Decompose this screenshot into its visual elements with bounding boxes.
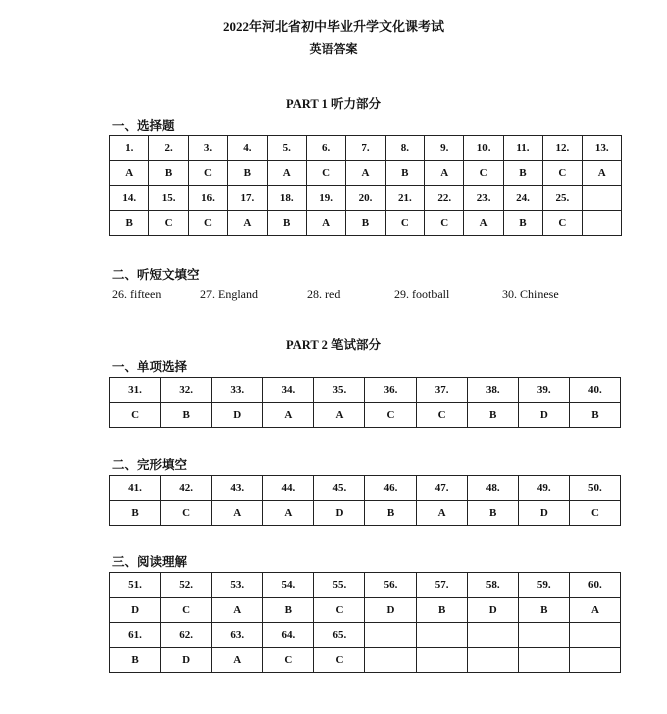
part2-title: PART 2 笔试部分 xyxy=(286,338,381,352)
answer-row xyxy=(110,598,621,623)
question-number-cell: 24. xyxy=(503,186,542,211)
answer-row xyxy=(110,161,622,186)
answer-cell: D xyxy=(314,501,365,526)
question-number-cell: 47. xyxy=(416,476,467,501)
answer-cell: B xyxy=(467,403,518,428)
answer-cell: B xyxy=(228,161,267,186)
question-number-cell: 9. xyxy=(425,136,464,161)
answer-cell: B xyxy=(467,501,518,526)
question-number-cell: 37. xyxy=(416,378,467,403)
answer-cell: A xyxy=(212,648,263,673)
answer-cell: A xyxy=(314,403,365,428)
answer-29: 29. football xyxy=(394,287,450,301)
question-number-cell: 48. xyxy=(467,476,518,501)
answer-cell: B xyxy=(518,598,569,623)
part1-title: PART 1 听力部分 xyxy=(286,97,381,111)
part2-section1-heading: 一、单项选择 xyxy=(112,360,188,374)
answer-cell: B xyxy=(267,211,306,236)
answer-cell: C xyxy=(149,211,188,236)
question-number-cell: 53. xyxy=(212,573,263,598)
answer-cell: D xyxy=(365,598,416,623)
answer-cell: C xyxy=(314,598,365,623)
question-number-cell xyxy=(365,623,416,648)
question-number-cell: 56. xyxy=(365,573,416,598)
question-number-cell: 3. xyxy=(188,136,227,161)
part1-section1-heading: 一、选择题 xyxy=(112,119,175,133)
answer-cell: C xyxy=(385,211,424,236)
question-number-row xyxy=(110,623,621,648)
answer-cell: C xyxy=(188,161,227,186)
question-number-row xyxy=(110,186,622,211)
answer-cell: D xyxy=(518,501,569,526)
question-number-cell: 43. xyxy=(212,476,263,501)
question-number-cell: 52. xyxy=(161,573,212,598)
answer-cell xyxy=(416,648,467,673)
question-number-cell: 42. xyxy=(161,476,212,501)
question-number-cell: 17. xyxy=(228,186,267,211)
question-number-cell: 45. xyxy=(314,476,365,501)
answer-row xyxy=(110,648,621,673)
answer-cell: D xyxy=(518,403,569,428)
answer-cell: D xyxy=(110,598,161,623)
document-subtitle: 英语答案 xyxy=(309,42,358,56)
question-number-cell: 14. xyxy=(110,186,149,211)
answer-cell: B xyxy=(365,501,416,526)
question-number-cell: 5. xyxy=(267,136,306,161)
answer-cell: B xyxy=(416,598,467,623)
single-choice-table xyxy=(109,377,621,428)
question-number-cell: 60. xyxy=(569,573,620,598)
answer-cell: A xyxy=(212,501,263,526)
answer-cell: C xyxy=(543,161,582,186)
question-number-cell: 64. xyxy=(263,623,314,648)
answer-cell: B xyxy=(503,211,542,236)
question-number-cell: 16. xyxy=(188,186,227,211)
answer-cell: B xyxy=(161,403,212,428)
answer-cell xyxy=(518,648,569,673)
answer-cell: C xyxy=(314,648,365,673)
question-number-cell: 41. xyxy=(110,476,161,501)
question-number-row xyxy=(110,378,621,403)
answer-cell: A xyxy=(267,161,306,186)
answer-cell: C xyxy=(188,211,227,236)
question-number-cell: 15. xyxy=(149,186,188,211)
answer-30: 30. Chinese xyxy=(502,287,559,301)
question-number-cell: 59. xyxy=(518,573,569,598)
question-number-cell: 19. xyxy=(306,186,345,211)
answer-cell: A xyxy=(582,161,622,186)
question-number-cell: 4. xyxy=(228,136,267,161)
question-number-cell: 65. xyxy=(314,623,365,648)
question-number-cell: 18. xyxy=(267,186,306,211)
question-number-cell: 12. xyxy=(543,136,582,161)
answer-cell xyxy=(582,211,622,236)
question-number-cell: 10. xyxy=(464,136,503,161)
question-number-cell: 38. xyxy=(467,378,518,403)
answer-cell: A xyxy=(464,211,503,236)
document-title: 2022年河北省初中毕业升学文化课考试 xyxy=(222,19,444,34)
question-number-cell: 63. xyxy=(212,623,263,648)
question-number-cell: 23. xyxy=(464,186,503,211)
answer-28: 28. red xyxy=(307,287,341,301)
answer-cell: B xyxy=(110,211,149,236)
answer-cell: C xyxy=(161,501,212,526)
part2-section2-heading: 二、完形填空 xyxy=(112,458,188,472)
answer-cell: A xyxy=(346,161,385,186)
question-number-cell: 40. xyxy=(569,378,620,403)
question-number-row xyxy=(110,476,621,501)
answer-cell: B xyxy=(385,161,424,186)
answer-cell: C xyxy=(161,598,212,623)
question-number-cell xyxy=(467,623,518,648)
question-number-cell: 6. xyxy=(306,136,345,161)
answer-cell: A xyxy=(110,161,149,186)
question-number-cell: 39. xyxy=(518,378,569,403)
answer-26: 26. fifteen xyxy=(112,287,162,301)
answer-cell: C xyxy=(543,211,582,236)
question-number-cell: 50. xyxy=(569,476,620,501)
question-number-row xyxy=(110,573,621,598)
question-number-cell xyxy=(518,623,569,648)
answer-cell: A xyxy=(425,161,464,186)
question-number-cell: 7. xyxy=(346,136,385,161)
answer-cell: A xyxy=(569,598,620,623)
answer-cell: B xyxy=(263,598,314,623)
question-number-cell: 51. xyxy=(110,573,161,598)
question-number-cell xyxy=(582,186,622,211)
question-number-cell: 33. xyxy=(212,378,263,403)
answer-cell: C xyxy=(464,161,503,186)
listening-fill-answers xyxy=(112,287,612,303)
answer-cell: A xyxy=(263,403,314,428)
answer-cell: D xyxy=(212,403,263,428)
question-number-cell: 32. xyxy=(161,378,212,403)
question-number-cell: 20. xyxy=(346,186,385,211)
question-number-cell: 25. xyxy=(543,186,582,211)
question-number-cell: 46. xyxy=(365,476,416,501)
answer-cell: A xyxy=(263,501,314,526)
answer-cell: B xyxy=(110,501,161,526)
answer-cell: B xyxy=(149,161,188,186)
question-number-cell: 22. xyxy=(425,186,464,211)
answer-27: 27. England xyxy=(200,287,258,301)
part1-choice-table xyxy=(109,135,622,236)
part2-section3-heading: 三、阅读理解 xyxy=(112,555,188,569)
answer-cell: C xyxy=(569,501,620,526)
answer-cell: B xyxy=(569,403,620,428)
question-number-cell: 36. xyxy=(365,378,416,403)
part1-section2-heading: 二、听短文填空 xyxy=(112,268,200,282)
answer-cell: A xyxy=(212,598,263,623)
answer-cell: A xyxy=(306,211,345,236)
answer-cell: B xyxy=(503,161,542,186)
question-number-cell: 44. xyxy=(263,476,314,501)
question-number-cell: 54. xyxy=(263,573,314,598)
answer-cell: C xyxy=(425,211,464,236)
question-number-cell: 58. xyxy=(467,573,518,598)
answer-cell: C xyxy=(365,403,416,428)
answer-cell: B xyxy=(110,648,161,673)
answer-cell xyxy=(365,648,416,673)
question-number-cell: 61. xyxy=(110,623,161,648)
question-number-cell: 57. xyxy=(416,573,467,598)
question-number-cell: 62. xyxy=(161,623,212,648)
question-number-cell: 35. xyxy=(314,378,365,403)
question-number-cell xyxy=(416,623,467,648)
answer-cell: A xyxy=(416,501,467,526)
question-number-cell: 8. xyxy=(385,136,424,161)
question-number-cell: 11. xyxy=(503,136,542,161)
answer-cell: D xyxy=(161,648,212,673)
question-number-cell: 13. xyxy=(582,136,622,161)
answer-cell: C xyxy=(306,161,345,186)
question-number-cell: 21. xyxy=(385,186,424,211)
answer-cell: C xyxy=(416,403,467,428)
reading-table xyxy=(109,572,621,673)
answer-cell: A xyxy=(228,211,267,236)
answer-row xyxy=(110,501,621,526)
question-number-cell: 1. xyxy=(110,136,149,161)
question-number-cell: 49. xyxy=(518,476,569,501)
answer-cell xyxy=(569,648,620,673)
question-number-cell: 55. xyxy=(314,573,365,598)
answer-row xyxy=(110,403,621,428)
question-number-cell: 2. xyxy=(149,136,188,161)
answer-cell: C xyxy=(263,648,314,673)
cloze-table xyxy=(109,475,621,526)
answer-cell xyxy=(467,648,518,673)
answer-row xyxy=(110,211,622,236)
question-number-row xyxy=(110,136,622,161)
answer-cell: B xyxy=(346,211,385,236)
answer-cell: C xyxy=(110,403,161,428)
answer-cell: D xyxy=(467,598,518,623)
question-number-cell xyxy=(569,623,620,648)
question-number-cell: 34. xyxy=(263,378,314,403)
question-number-cell: 31. xyxy=(110,378,161,403)
